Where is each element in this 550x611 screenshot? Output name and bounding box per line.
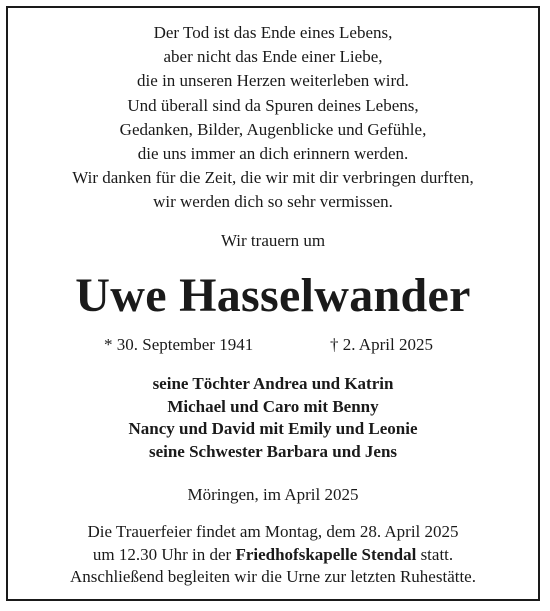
poem-line: die in unseren Herzen weiterleben wird. (137, 71, 409, 91)
mourner-line: Michael und Caro mit Benny (167, 396, 379, 416)
birth-date: * 30. September 1941 (104, 335, 254, 354)
funeral-statt-text: statt. (416, 544, 454, 564)
death-date: † 2. April 2025 (330, 335, 433, 354)
mourner-line: seine Schwester Barbara und Jens (148, 441, 398, 461)
mourners-list (8, 373, 538, 463)
funeral-line-2 (8, 544, 538, 567)
poem-line: Und überall sind da Spuren deines Lebens, (127, 95, 419, 115)
poem (8, 21, 538, 215)
poem-line: die uns immer an dich erinnern werden. (137, 144, 409, 164)
mourner-line: seine Töchter Andrea und Katrin (152, 374, 394, 393)
poem-line: Der Tod ist das Ende eines Lebens, (153, 23, 393, 42)
funeral-time-text: um 12.30 Uhr in der (92, 544, 236, 564)
mourner-line: Nancy und David mit Emily und Leonie (128, 419, 418, 438)
poem-line: Gedanken, Bilder, Augenblicke und Gefühle, (119, 119, 427, 139)
mourning-intro: Wir trauern um (220, 231, 326, 250)
obituary-notice (6, 6, 540, 601)
poem-line: aber nicht das Ende einer Liebe, (163, 47, 383, 67)
funeral-info (8, 521, 538, 589)
funeral-location: Friedhofskapelle Stendal (235, 544, 417, 564)
deceased-name: Uwe Hasselwander (75, 269, 471, 322)
funeral-line-1: Die Trauerfeier findet am Montag, dem 28. April 2025 (87, 522, 459, 541)
funeral-line-3: Anschließend begleiten wir die Urne zur letzten Ruhestätte. (70, 567, 476, 587)
place-and-date: Möringen, im April 2025 (187, 485, 359, 504)
poem-line: wir werden dich so sehr vermissen. (153, 192, 393, 212)
poem-line: Wir danken für die Zeit, die wir mit dir verbringen durften, (72, 168, 474, 188)
